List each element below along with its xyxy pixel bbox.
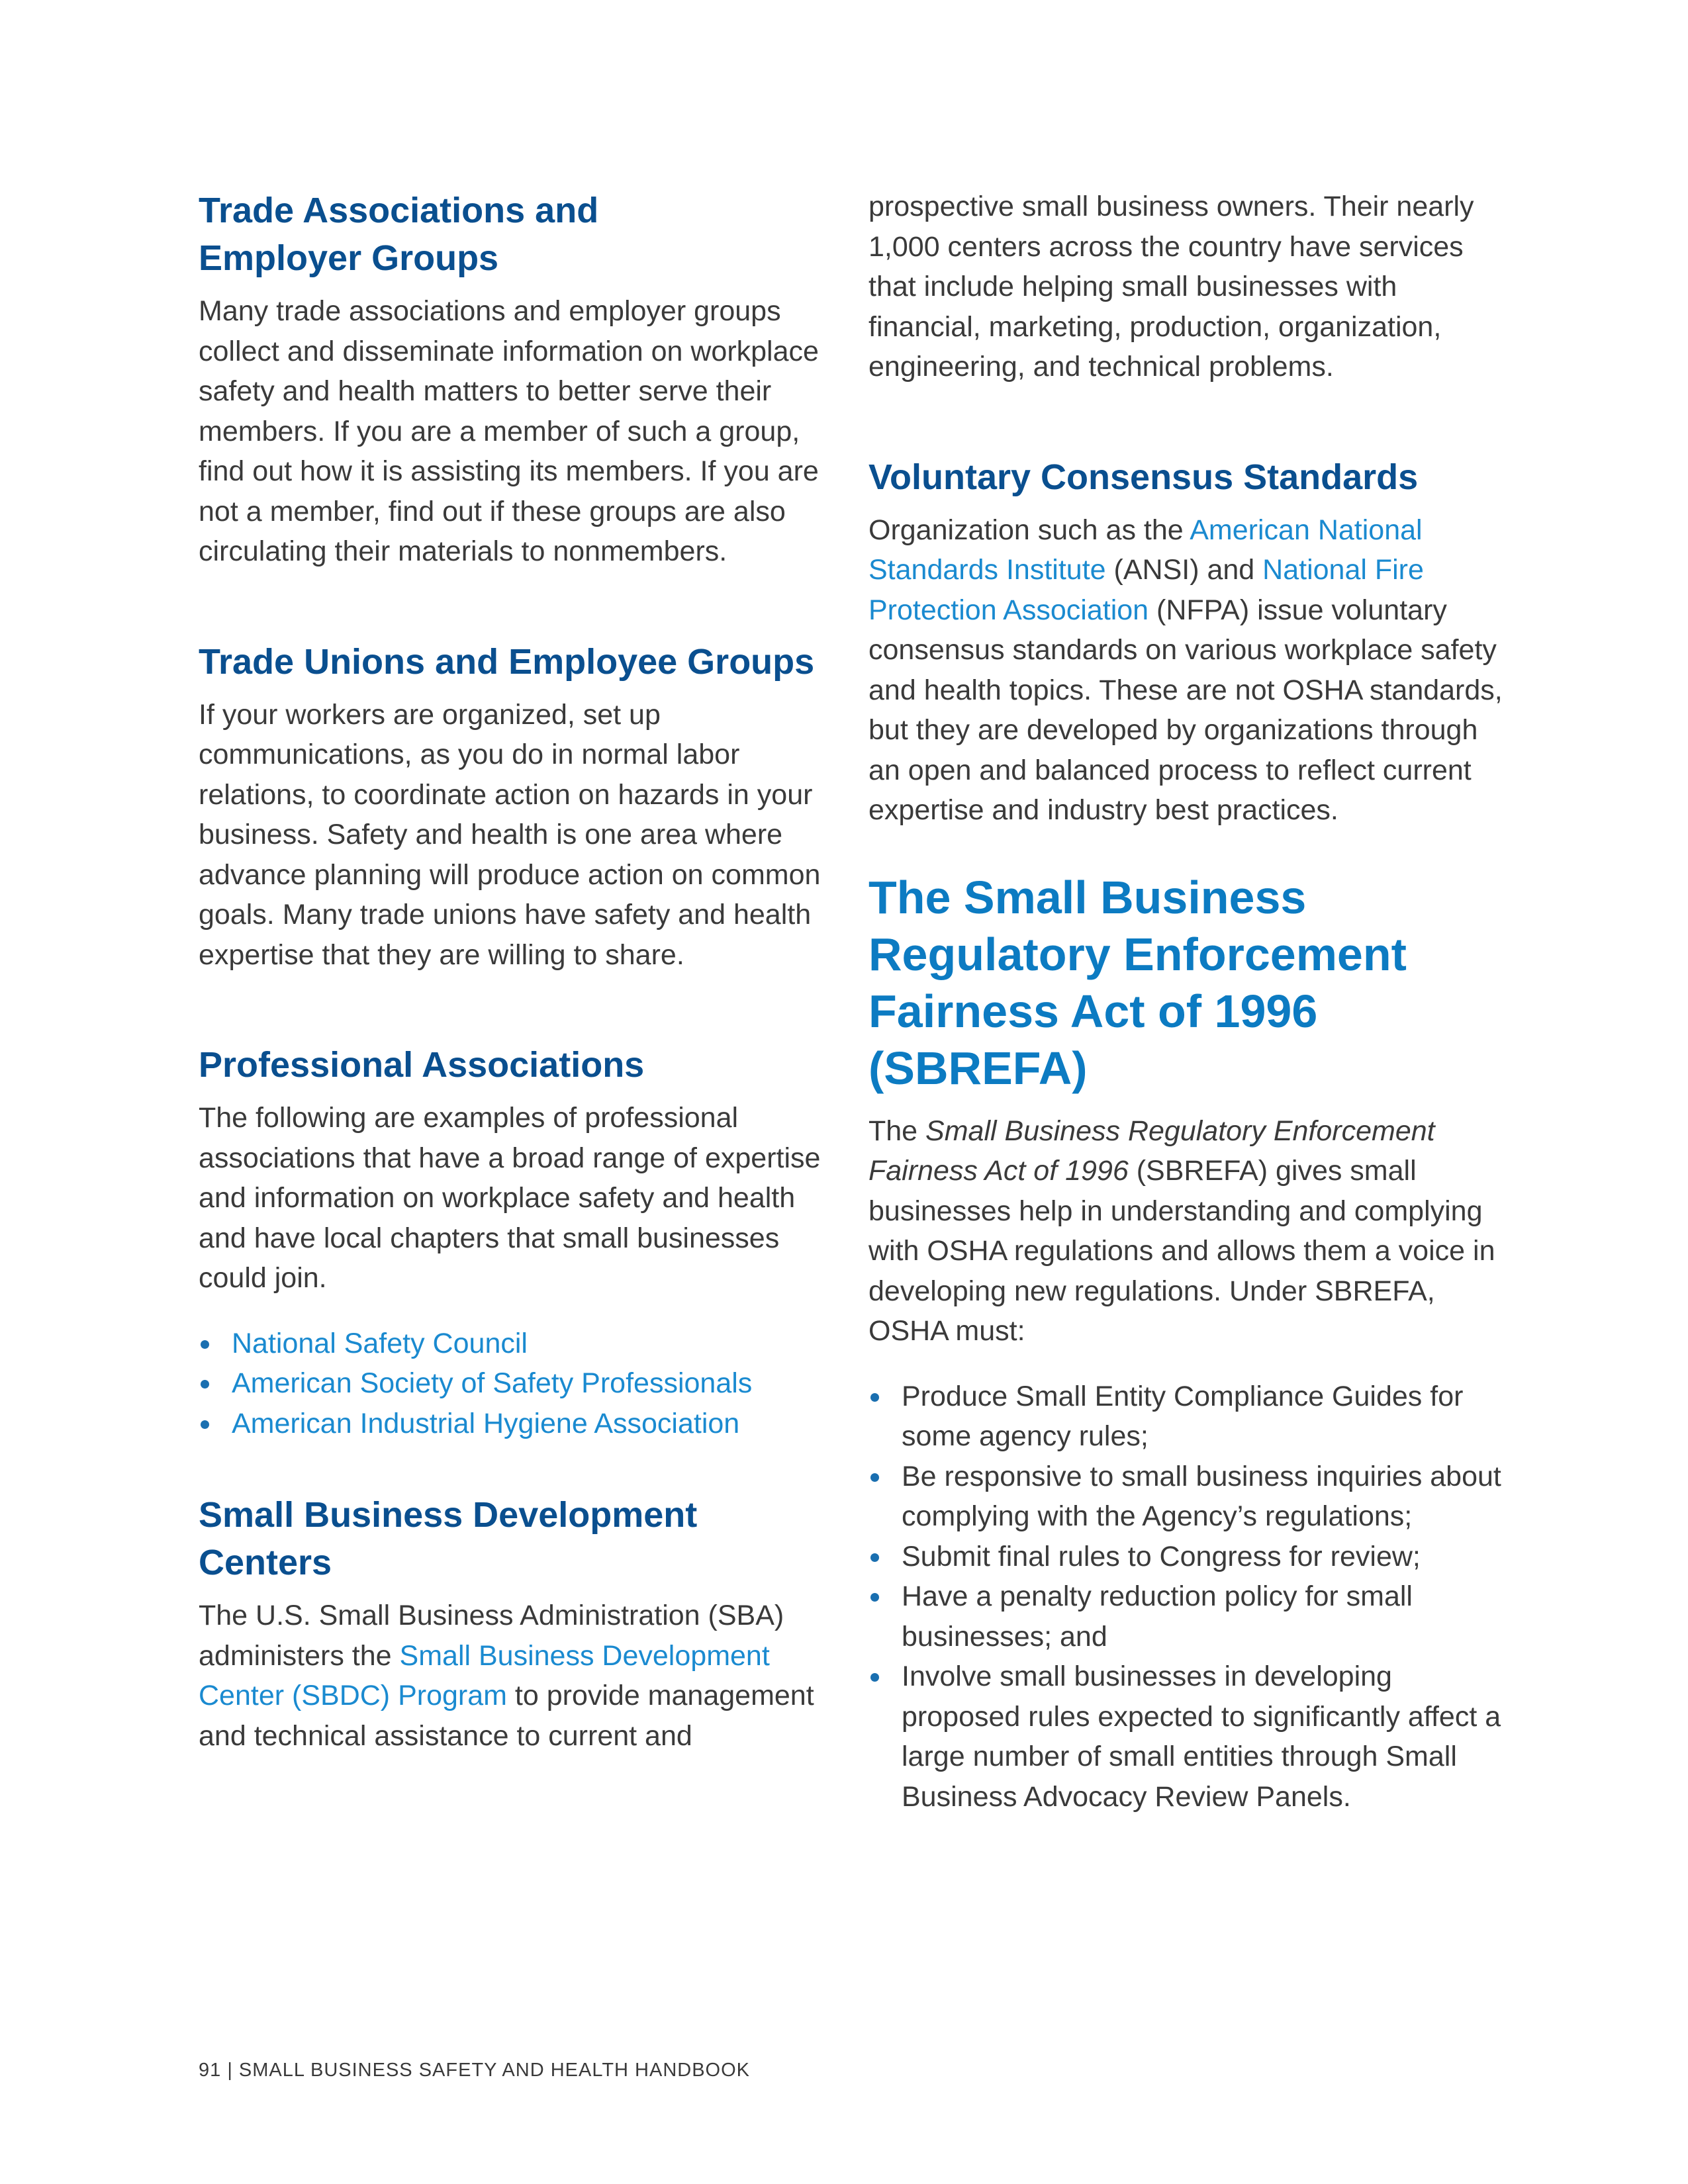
list-item: Involve small businesses in developing proposed rules expected to significantly affect a large number of small entities through Small Business Advocacy Review Panels. [868, 1657, 1504, 1817]
professional-associations-body: The following are examples of professional associations that have a broad range of expertise and information on workplace safety and health and have local chapters that small businesses could join. [199, 1102, 821, 1294]
list-item [199, 1363, 821, 1404]
voluntary-standards-section [868, 453, 1504, 831]
assp-link[interactable]: American Society of Safety Professionals [232, 1367, 753, 1399]
list-item [199, 1404, 821, 1444]
trade-associations-heading: Trade Associations and Employer Groups [199, 191, 599, 278]
trade-unions-heading: Trade Unions and Employee Groups [199, 641, 815, 682]
nfpa-link[interactable]: National Fire Protection Association [868, 554, 1424, 626]
sbrefa-requirements-list [868, 1377, 1504, 1817]
list-item: Have a penalty reduction policy for small businesses; and [868, 1576, 1504, 1657]
list-item: Submit final rules to Congress for review; [868, 1537, 1504, 1577]
national-safety-council-link[interactable]: National Safety Council [232, 1327, 528, 1359]
voluntary-standards-body: Organization such as the American National Standards Institute (ANSI) and National Fire Protection Association (NFPA) issue voluntary consensus standards on various workplace safety and health topics. These are not OSHA standards, but they are developed by organizations through an open and balanced process to reflect current expertise and industry best practices. [868, 514, 1503, 826]
sbdc-body: The U.S. Small Business Administration (SBA) administers the Small Business Development Center (SBDC) Program to provide management and technical assistance to current and [199, 1600, 814, 1752]
list-item [199, 1324, 821, 1364]
sbrefa-body: The Small Business Regulatory Enforcement Fairness Act of 1996 (SBREFA) gives small businesses help in understanding and complying with OSHA regulations and allows them a voice in developing new regulations. Under SBREFA, OSHA must: [868, 1115, 1495, 1347]
trade-associations-section [199, 187, 821, 572]
list-item: Produce Small Entity Compliance Guides for some agency rules; [868, 1377, 1504, 1457]
page-footer: 91 | SMALL BUSINESS SAFETY AND HEALTH HANDBOOK [199, 2060, 751, 2081]
aiha-link[interactable]: American Industrial Hygiene Association [232, 1407, 740, 1439]
ansi-link[interactable]: American National Standards Institute [868, 514, 1423, 586]
professional-associations-section [199, 1041, 821, 1443]
professional-associations-heading: Professional Associations [199, 1045, 645, 1085]
list-item: Be responsive to small business inquiries about complying with the Agency’s regulations; [868, 1457, 1504, 1537]
trade-unions-section [199, 638, 821, 976]
sbdc-continued-body: prospective small business owners. Their nearly 1,000 centers across the country have services that include helping small businesses with financial, marketing, production, organization, engineering, and technical problems. [868, 191, 1474, 383]
sbrefa-heading: The Small Business Regulatory Enforcement Fairness Act of 1996 (SBREFA) [868, 871, 1407, 1094]
trade-unions-body: If your workers are organized, set up communications, as you do in normal labor relations, to coordinate action on hazards in your business. Safety and health is one area where advance planning will produce action on common goals. Many trade unions have safety and health expertise that they are willing to share. [199, 698, 821, 971]
sbdc-program-link[interactable]: Small Business Development Center (SBDC) Program [199, 1639, 770, 1711]
professional-associations-list [199, 1324, 821, 1444]
right-column [868, 187, 1504, 1817]
sbdc-section [199, 1491, 821, 1756]
trade-associations-body: Many trade associations and employer groups collect and disseminate information on workplace safety and health matters to better serve their members. If you are a member of such a group, find out how it is assisting its members. If you are not a member, find out if these groups are also circulating their materials to nonmembers. [199, 295, 819, 567]
sbrefa-section [868, 869, 1504, 1817]
left-column [199, 187, 821, 1756]
voluntary-standards-heading: Voluntary Consensus Standards [868, 457, 1419, 497]
sbdc-heading: Small Business Development Centers [199, 1495, 698, 1582]
